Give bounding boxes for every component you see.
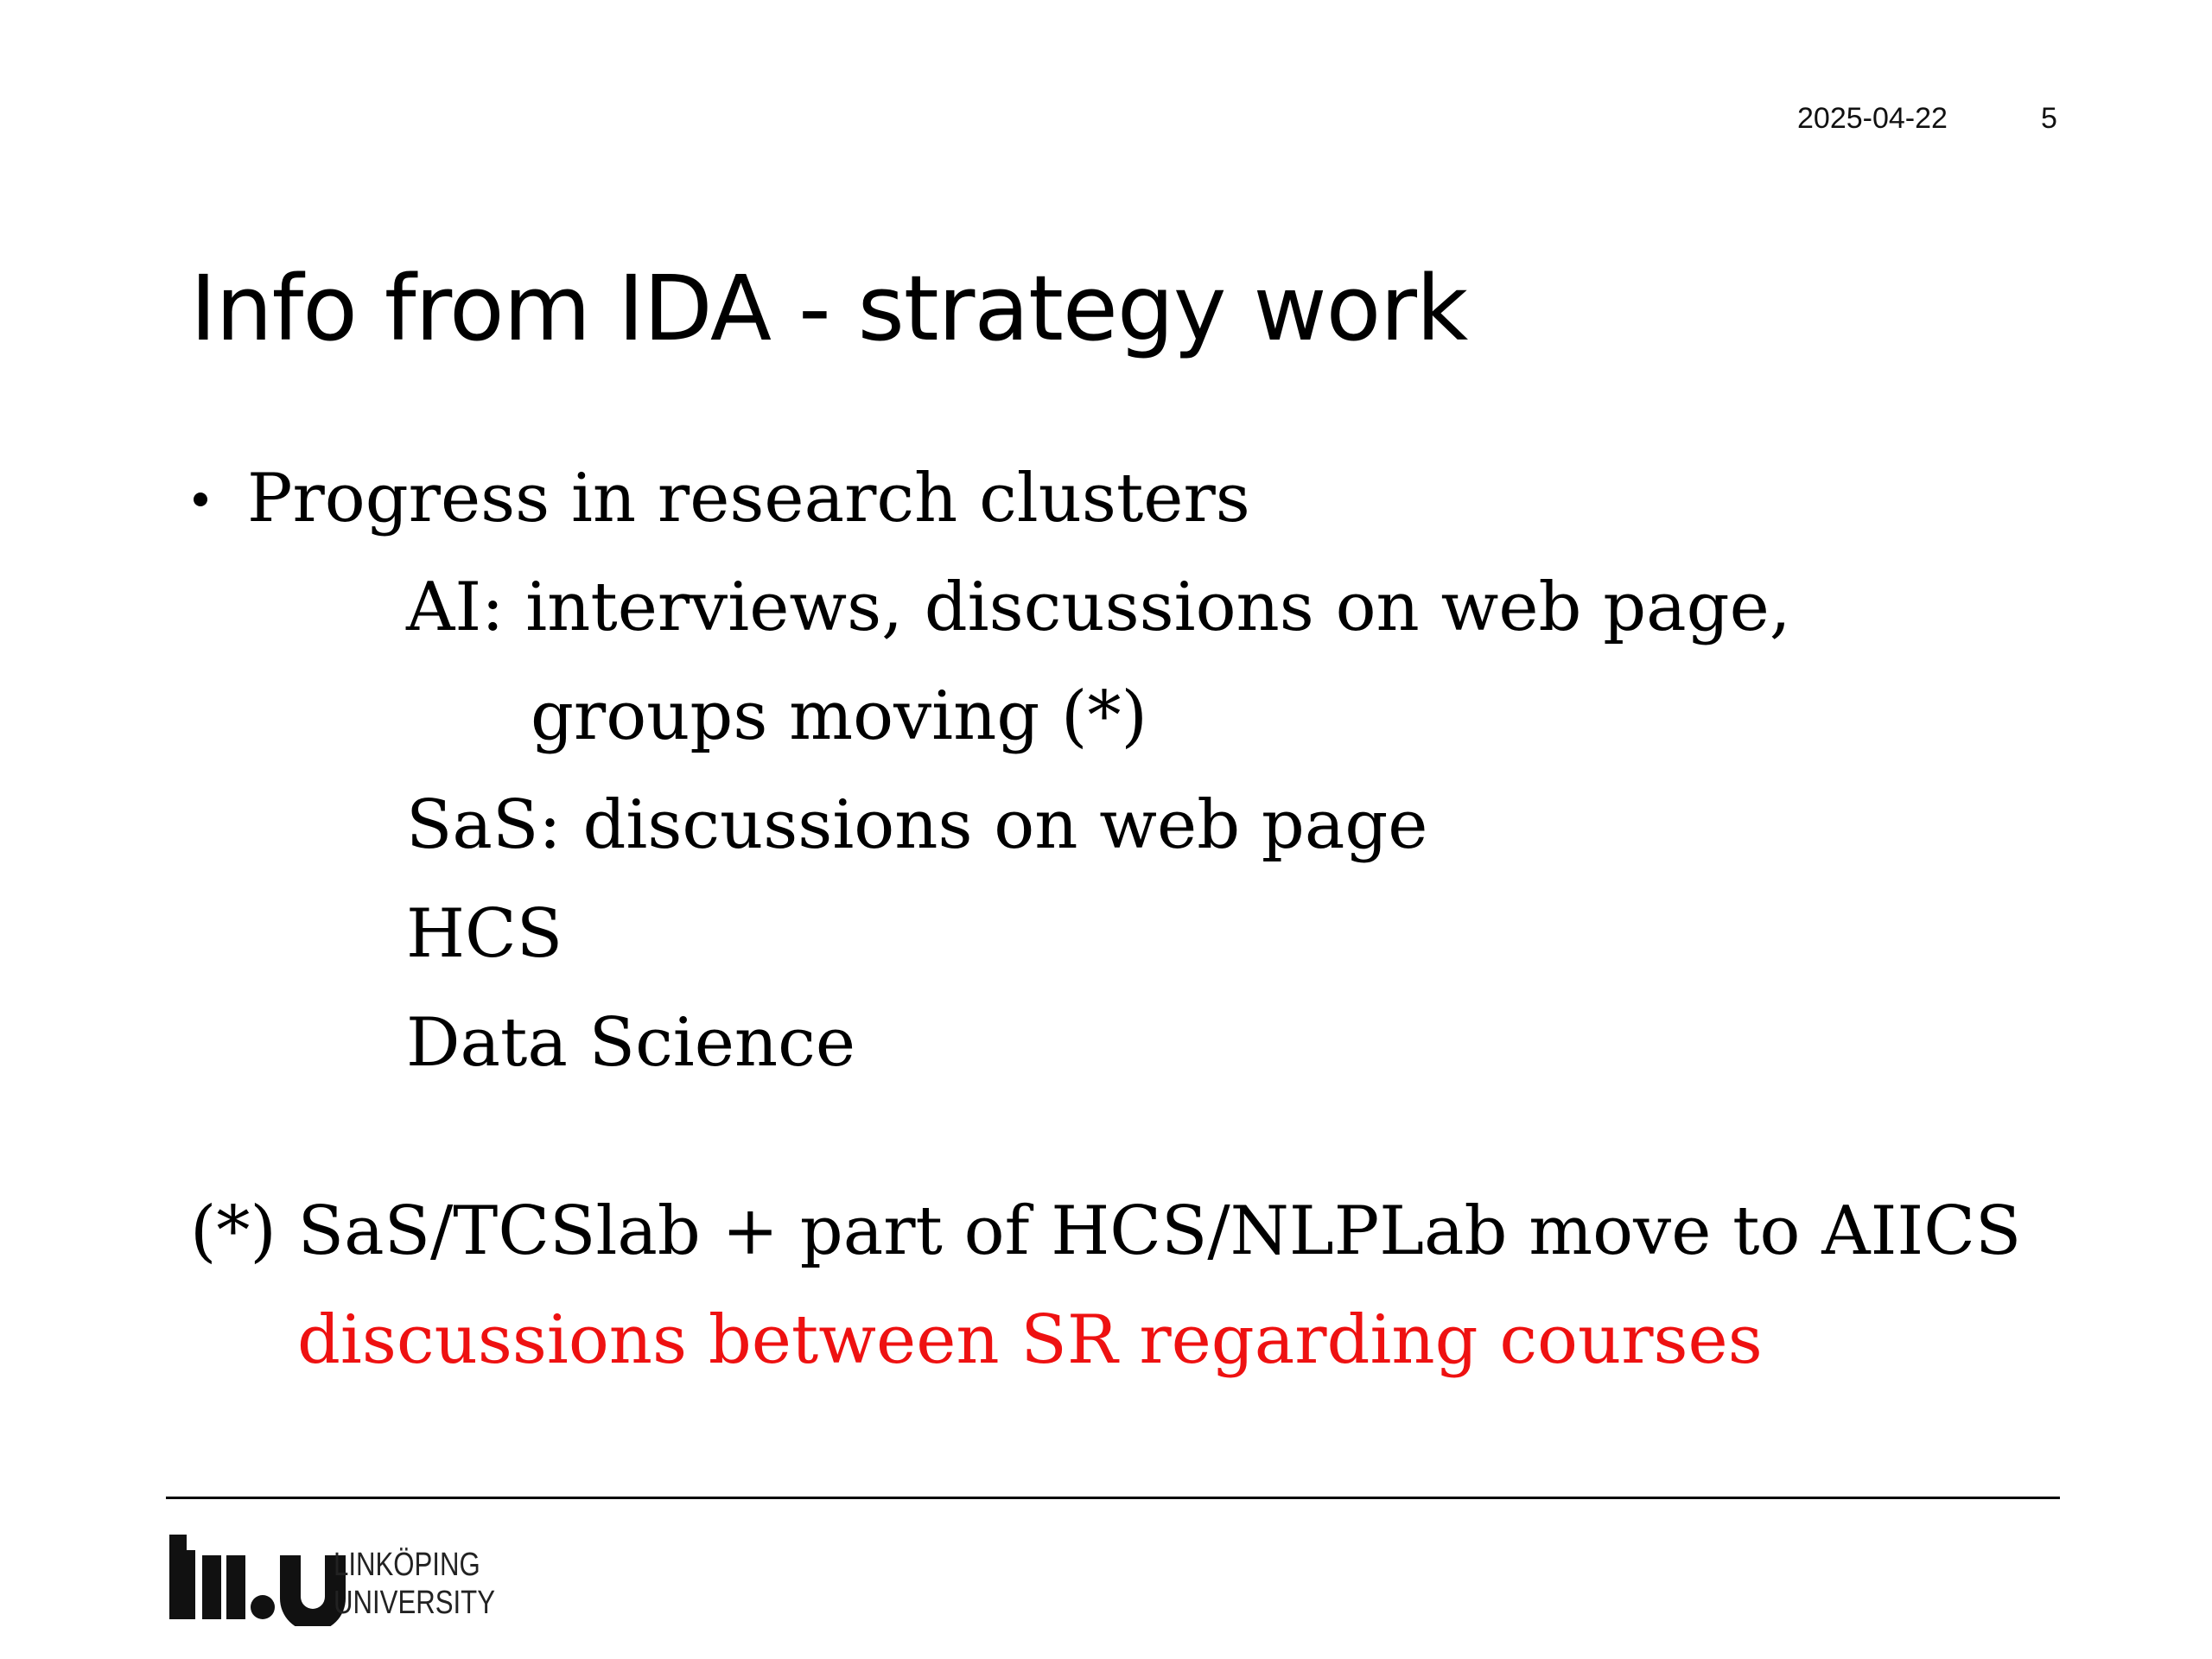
bullet-icon [194,493,207,506]
bullet-progress: Progress in research clusters [247,460,1250,537]
university-name-line1: LINKÖPING [334,1547,480,1583]
slide-page-number: 5 [2041,102,2057,135]
footnote: (*) SaS/TCSlab + part of HCS/NLPLab move to AIICS [190,1192,2022,1270]
highlight-note: discussions between SR regarding courses [297,1301,1763,1379]
footer-divider [166,1497,2060,1499]
university-name-line2: UNIVERSITY [334,1585,495,1621]
cluster-data-science: Data Science [406,1004,855,1082]
slide-title: Info from IDA - strategy work [190,256,1468,361]
cluster-ai-continued: groups moving (*) [531,677,1147,755]
cluster-ai: AI: interviews, discussions on web page, [406,569,1791,646]
slide-date: 2025-04-22 [1797,102,1948,135]
cluster-sas: SaS: discussions on web page [406,786,1428,864]
cluster-hcs: HCS [406,895,563,973]
